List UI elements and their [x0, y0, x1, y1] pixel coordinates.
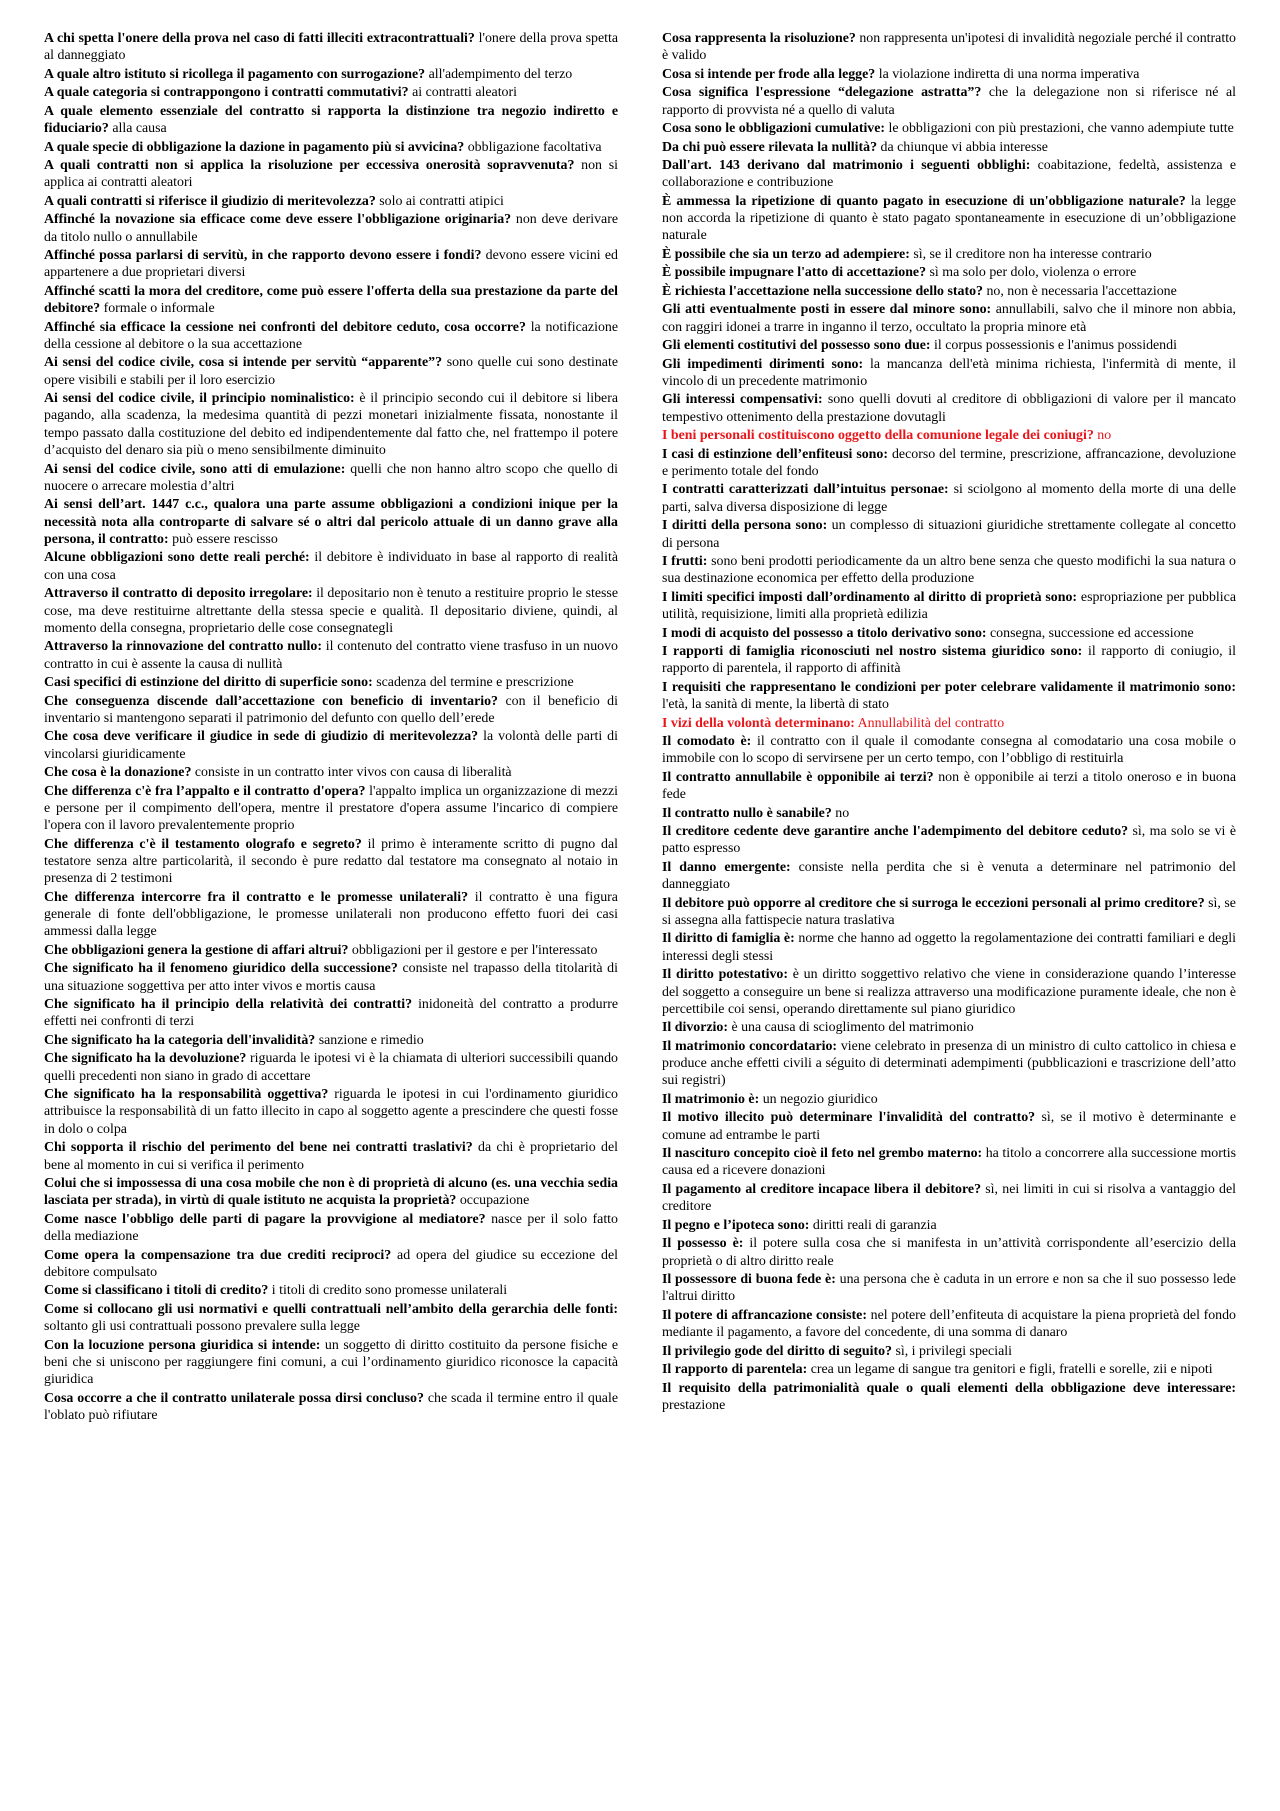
answer-text: il primo è interamente scritto di pugno dal testatore senza altre particolarità, il secondo è pure redatto dal testatore ma consegnato al notaio in presenza di 2 testimoni [44, 836, 618, 887]
question-text: I contratti caratterizzati dall’intuitus personae: [662, 482, 949, 498]
question-text: Il debitore può opporre al creditore che si surroga le eccezioni personali al primo creditore? [662, 895, 1205, 911]
qa-entry [662, 823, 1236, 858]
answer-text: il contratto è una figura generale di fonte dell'obbligazione, le promesse unilaterali non producono effetto fuori dei casi ammessi dalla legge [44, 889, 618, 940]
answer-text: decorso del termine, prescrizione, affrancazione, devoluzione e perimento totale del fondo [662, 446, 1236, 479]
question-text: A quale specie di obbligazione la dazione in pagamento più si avvicina? [44, 139, 465, 155]
qa-entry [662, 1019, 1236, 1036]
qa-entry [662, 1091, 1236, 1108]
question-text: Alcune obbligazioni sono dette reali perché: [44, 550, 310, 566]
question-text: Con la locuzione persona giuridica si intende: [44, 1337, 321, 1353]
qa-entry [44, 354, 618, 389]
qa-entry [662, 481, 1236, 516]
qa-entry [662, 1271, 1236, 1306]
answer-text: devono essere vicini ed appartenere a due proprietari diversi [44, 248, 618, 281]
qa-entry [44, 693, 618, 728]
qa-entry [44, 996, 618, 1031]
answer-text: sì, nei limiti in cui si risolva a vantaggio del creditore [662, 1181, 1236, 1215]
question-text: Che significato ha la responsabilità oggettiva? [44, 1087, 329, 1103]
qa-entry [44, 1175, 618, 1210]
qa-entry [44, 764, 618, 781]
qa-entry [44, 193, 618, 210]
answer-text: sì, se il creditore non ha interesse contrario [913, 246, 1152, 262]
answer-text: occupazione [459, 1193, 530, 1209]
question-text: Il nascituro concepito cioè il feto nel grembo materno: [662, 1146, 983, 1162]
qa-entry [662, 139, 1236, 156]
qa-entry [662, 517, 1236, 552]
answer-text: nasce per il solo fatto della mediazione [44, 1211, 618, 1245]
question-text: È possibile impugnare l'atto di accettazione? [662, 265, 927, 281]
answer-text: sono quelli dovuti al creditore di obbligazioni di valore per il mancato tempestivo ottenimento della prestazione dovutagli [662, 392, 1236, 425]
answer-text: non deve derivare da titolo nullo o annullabile [44, 212, 618, 245]
question-text: I diritti della persona sono: [662, 518, 828, 534]
qa-entry [44, 783, 618, 835]
qa-entry [44, 728, 618, 763]
qa-entry [662, 30, 1236, 65]
qa-entry [662, 1181, 1236, 1216]
qa-entry [662, 1109, 1236, 1144]
question-text: Che significato ha la devoluzione? [44, 1051, 247, 1067]
qa-entry [44, 211, 618, 246]
question-text: Il motivo illecito può determinare l'invalidità del contratto? [662, 1110, 1036, 1126]
question-text: Il requisito della patrimonialità quale o quali elementi della obbligazione deve interessare: [662, 1380, 1236, 1396]
question-text: A quale elemento essenziale del contratto si rapporta la distinzione tra negozio indiretto e fiduciario? [44, 103, 618, 137]
answer-text: alla causa [112, 121, 167, 137]
answer-text: il contenuto del contratto viene trasfuso in un nuovo contratto in cui è assente la causa di nullità [44, 639, 618, 672]
question-text: Affinché la novazione sia efficace come deve essere l'obbligazione originaria? [44, 212, 512, 228]
question-text: Il matrimonio concordatario: [662, 1038, 838, 1054]
qa-entry [662, 157, 1236, 192]
question-text: Ai sensi del codice civile, cosa si intende per servitù “apparente”? [44, 355, 443, 371]
answer-text: norme che hanno ad oggetto la regolamentazione dei contratti familiari e degli interessi degli stessi [662, 931, 1236, 964]
answer-text: sì, i privilegi speciali [895, 1343, 1012, 1359]
qa-entry [662, 1380, 1236, 1415]
question-text: Il diritto potestativo: [662, 967, 789, 983]
qa-entry [44, 84, 618, 101]
question-text: Cosa significa l'espressione “delegazione astratta”? [662, 85, 982, 101]
answer-text: nel potere dell’enfiteuta di acquistare la piena proprietà del fondo mediante il pagamento, a favore del concedente, di una somma di danaro [662, 1307, 1236, 1341]
qa-entry [662, 589, 1236, 624]
qa-entry [44, 1282, 618, 1299]
answer-text: un complesso di situazioni giuridiche strettamente collegate al concetto di persona [662, 518, 1236, 551]
question-text: Che conseguenza discende dall’accettazione con beneficio di inventario? [44, 693, 499, 709]
answer-text: scadenza del termine e prescrizione [376, 675, 574, 691]
question-text: È possibile che sia un terzo ad adempiere: [662, 246, 910, 262]
qa-entry [662, 733, 1236, 768]
qa-entry [662, 84, 1236, 119]
answer-text: da chi è proprietario del bene al momento in cui si verifica il perimento [44, 1140, 618, 1173]
qa-entry [662, 1038, 1236, 1090]
answer-text: il debitore è individuato in base al rapporto di realità con una cosa [44, 550, 618, 583]
qa-entry [44, 674, 618, 691]
qa-entry-highlighted [662, 427, 1236, 444]
qa-entry [662, 264, 1236, 281]
question-text: Il possesso è: [662, 1236, 744, 1252]
answer-text: che la delegazione non si riferisce né al rapporto di provvista né a quello di valuta [662, 85, 1236, 118]
qa-entry [44, 1139, 618, 1174]
answer-text: ad opera del giudice su eccezione del debitore compulsato [44, 1247, 618, 1280]
question-text: Cosa sono le obbligazioni cumulative: [662, 121, 886, 137]
qa-entry [44, 1050, 618, 1085]
question-text: Il potere di affrancazione consiste: [662, 1307, 867, 1323]
answer-text: viene celebrato in presenza di un ministro di culto cattolico in chiesa e produce anche effetti civili a séguito di determinati adempimenti (pubblicazioni e trascrizione dell’atto sui registri) [662, 1038, 1236, 1089]
qa-entry [662, 625, 1236, 642]
answer-text: può essere rescisso [172, 531, 278, 547]
question-text: I vizi della volontà determinano: [662, 715, 855, 731]
answer-text: l'età, la sanità di mente, la libertà di stato [662, 697, 889, 713]
qa-entry [44, 66, 618, 83]
question-text: Colui che si impossessa di una cosa mobile che non è di proprietà di alcuno (es. una vecchia sedia lasciata per strada), in virtù di quale istituto ne acquista la proprietà? [44, 1176, 618, 1209]
question-text: Il divorzio: [662, 1020, 728, 1036]
question-text: Che cosa deve verificare il giudice in sede di giudizio di meritevolezza? [44, 729, 479, 745]
question-text: Il pagamento al creditore incapace libera il debitore? [662, 1181, 982, 1197]
answer-text: non rappresenta un'ipotesi di invalidità negoziale perché il contratto è valido [662, 31, 1236, 64]
answer-text: sono quelle cui sono destinate opere visibili e stabili per il loro esercizio [44, 355, 618, 388]
qa-entry [44, 960, 618, 995]
qa-entry [44, 319, 618, 354]
qa-entry [44, 139, 618, 156]
qa-entry [44, 390, 618, 459]
answer-text: quelli che non hanno altro scopo che quello di nuocere o arrecare molestia d’altri [44, 461, 618, 494]
answer-text: è un diritto soggettivo relativo che viene in considerazione quando l’interesse del soggetto a conseguire un bene si realizza attraverso una modificazione puramente ideale, che non è percettibile coi sensi, operando direttamente sul piano giuridico [662, 967, 1236, 1017]
qa-entry [44, 549, 618, 584]
answer-text: Annullabilità del contratto [857, 715, 1005, 731]
question-text: Ai sensi dell’art. 1447 c.c., qualora una parte assume obbligazioni a condizioni inique per la necessità nota alla controparte di salvare sé o altri dal pericolo attuale di un danno grave alla persona, il contratto: [44, 497, 618, 547]
qa-entry [44, 1337, 618, 1389]
qa-entry [44, 638, 618, 673]
right-column [662, 30, 1236, 1415]
answer-text: il potere sulla cosa che si manifesta in un’attività corrispondente all’esercizio della proprietà o di altro diritto reale [662, 1236, 1237, 1269]
question-text: A quali contratti si riferisce il giudizio di meritevolezza? [44, 193, 376, 209]
question-text: Cosa si intende per frode alla legge? [662, 66, 876, 82]
qa-entry [662, 679, 1236, 714]
question-text: Casi specifici di estinzione del diritto di superficie sono: [44, 675, 373, 691]
answer-text: ha titolo a concorrere alla successione mortis causa ed a ricevere donazioni [662, 1146, 1236, 1179]
question-text: Da chi può essere rilevata la nullità? [662, 139, 878, 155]
question-text: Gli interessi compensativi: [662, 392, 823, 408]
question-text: Il rapporto di parentela: [662, 1362, 808, 1378]
qa-entry [662, 1361, 1236, 1378]
qa-entry [662, 246, 1236, 263]
question-text: Come opera la compensazione tra due crediti reciproci? [44, 1247, 392, 1263]
answer-text: un negozio giuridico [762, 1091, 878, 1107]
question-text: È richiesta l'accettazione nella successione dello stato? [662, 283, 983, 299]
question-text: Che significato ha la categoria dell'invalidità? [44, 1032, 316, 1048]
answer-text: è il principio secondo cui il debitore si libera pagando, alla scadenza, la medesima quantità di pezzi monetari inizialmente fissata, nonostante il tempo passato dalla costituzione del debito ed indipendentemente dal fatto che, nel frattempo il potere d’acquisto del denaro sia più o meno sensibilmente diminuito [44, 391, 618, 459]
question-text: Che differenza intercorre fra il contratto e le promesse unilaterali? [44, 889, 469, 905]
question-text: I beni personali costituiscono oggetto della comunione legale dei coniugi? [662, 428, 1094, 444]
question-text: Come si collocano gli usi normativi e quelli contrattuali nell’ambito della gerarchia delle fonti: [44, 1301, 618, 1317]
left-column [44, 30, 618, 1425]
question-text: Attraverso la rinnovazione del contratto nullo: [44, 639, 322, 655]
question-text: Affinché sia efficace la cessione nei confronti del debitore ceduto, cosa occorre? [44, 319, 526, 335]
answer-text: coabitazione, fedeltà, assistenza e collaborazione e contribuzione [662, 158, 1236, 191]
answer-text: consegna, successione ed accessione [990, 625, 1194, 641]
qa-entry [662, 966, 1236, 1018]
answer-text: la volontà delle parti di vincolarsi giuridicamente [44, 729, 618, 762]
qa-entry [44, 496, 618, 548]
answer-text: obbligazione facoltativa [467, 139, 602, 155]
answer-text: crea un legame di sangue tra genitori e figli, fratelli e sorelle, zii e nipoti [810, 1362, 1213, 1378]
answer-text: inidoneità del contratto a produrre effetti nei confronti di terzi [44, 997, 618, 1030]
qa-entry [662, 643, 1236, 678]
question-text: Cosa occorre a che il contratto unilaterale possa dirsi concluso? [44, 1390, 424, 1406]
answer-text: la mancanza dell'età minima richiesta, l'infermità di mente, il vincolo di un precedente matrimonio [662, 356, 1236, 389]
question-text: Affinché possa parlarsi di servitù, in che rapporto devono essere i fondi? [44, 248, 482, 264]
question-text: Il matrimonio è: [662, 1091, 760, 1107]
question-text: A quali contratti non si applica la risoluzione per eccessiva onerosità sopravvenuta? [44, 158, 575, 174]
answer-text: soltanto gli usi contrattuali possono prevalere sulla legge [44, 1319, 360, 1335]
question-text: A chi spetta l'onere della prova nel caso di fatti illeciti extracontrattuali? [44, 31, 475, 46]
answer-text: l'onere della prova spetta al danneggiato [44, 31, 618, 64]
answer-text: sì ma solo per dolo, violenza o errore [929, 265, 1137, 281]
answer-text: all'adempimento del terzo [428, 66, 573, 82]
answer-text: no, non è necessaria l'accettazione [986, 283, 1177, 299]
answer-text: espropriazione per pubblica utilità, requisizione, limiti alla proprietà edilizia [662, 589, 1236, 623]
question-text: Gli atti eventualmente posti in essere dal minore sono: [662, 302, 992, 318]
qa-entry [662, 895, 1236, 930]
answer-text: sì, ma solo se vi è patto espresso [662, 824, 1236, 857]
question-text: Gli elementi costitutivi del possesso sono due: [662, 338, 931, 354]
qa-entry [44, 30, 618, 65]
qa-entry [662, 1307, 1236, 1342]
question-text: Dall'art. 143 derivano dal matrimonio i seguenti obblighi: [662, 158, 1031, 174]
question-text: Che cosa è la donazione? [44, 765, 192, 781]
question-text: I casi di estinzione dell’enfiteusi sono: [662, 446, 888, 462]
answer-text: il depositario non è tenuto a restituire proprio le stesse cose, ma deve restituirne altrettante della stessa specie e qualità. Il depositario diviene, quindi, al momento della consegna, proprietario delle cose consegnategli [44, 586, 618, 636]
qa-entry [662, 1343, 1236, 1360]
question-text: Il privilegio gode del diritto di seguito? [662, 1343, 892, 1359]
qa-entry [662, 553, 1236, 588]
qa-entry [662, 301, 1236, 336]
answer-text: sì, se il motivo è determinante e comune ad entrambe le parti [662, 1110, 1236, 1143]
answer-text: non è opponibile ai terzi a titolo oneroso e in buona fede [662, 769, 1236, 803]
question-text: I rapporti di famiglia riconosciuti nel nostro sistema giuridico sono: [662, 644, 1083, 660]
qa-entry [662, 391, 1236, 426]
answer-text: la legge non accorda la ripetizione di quanto è stato pagato spontaneamente in esecuzione di un’obbligazione naturale [662, 193, 1236, 244]
answer-text: sì, se si assegna alla fattispecie natura traslativa [662, 895, 1236, 928]
answer-text: i titoli di credito sono promesse unilaterali [271, 1283, 508, 1299]
answer-text: consiste nella perdita che si è venuta a determinare nel patrimonio del danneggiato [662, 859, 1236, 893]
answer-text: il rapporto di coniugio, il rapporto di parentela, il rapporto di affinità [662, 644, 1236, 677]
question-text: Il pegno e l’ipoteca sono: [662, 1217, 810, 1233]
qa-entry [662, 930, 1236, 965]
answer-text: con il beneficio di inventario si mantengono separati il patrimonio del defunto con quello dell’erede [44, 693, 618, 726]
qa-entry [662, 337, 1236, 354]
answer-text: il contratto con il quale il comodante consegna al comodatario una cosa mobile o immobile con lo scopo di servirsene per un certo tempo, con l’obbligo di restituirla [662, 734, 1236, 767]
answer-text: no [1097, 428, 1112, 444]
question-text: I requisiti che rappresentano le condizioni per poter celebrare validamente il matrimonio sono: [662, 679, 1236, 695]
answer-text: si sciolgono al momento della morte di una delle parti, salva diversa disposizione di legge [662, 482, 1236, 515]
qa-entry [44, 836, 618, 888]
answer-text: diritti reali di garanzia [812, 1217, 937, 1233]
question-text: Chi sopporta il rischio del perimento del bene nei contratti traslativi? [44, 1140, 473, 1156]
question-text: Il danno emergente: [662, 859, 791, 875]
qa-entry [662, 120, 1236, 137]
answer-text: formale o informale [103, 301, 215, 317]
answer-text: il corpus possessionis e l'animus possidendi [934, 338, 1177, 354]
qa-entry [44, 1086, 618, 1138]
answer-text: solo ai contratti atipici [379, 193, 504, 209]
answer-text: la notificazione della cessione al debitore o la sua accettazione [44, 319, 618, 352]
answer-text: sono beni prodotti periodicamente da un altro bene senza che questo modifichi la sua natura o sua destinazione economica per effetto della produzione [662, 553, 1236, 587]
answer-text: ai contratti aleatori [412, 85, 517, 101]
qa-entry [662, 769, 1236, 804]
question-text: Come nasce l'obbligo delle parti di pagare la provvigione al mediatore? [44, 1211, 486, 1227]
qa-entry [662, 1217, 1236, 1234]
qa-entry [44, 103, 618, 138]
answer-text: un soggetto di diritto costituito da persone fisiche e beni che si uniscono per raggiungere fini comuni, a cui l’ordinamento giuridico riconosce la capacità giuridica [44, 1337, 618, 1388]
qa-entry [662, 446, 1236, 481]
question-text: Che differenza c'è il testamento olografo e segreto? [44, 836, 362, 852]
question-text: A quale altro istituto si ricollega il pagamento con surrogazione? [44, 66, 426, 82]
qa-entry [662, 356, 1236, 391]
qa-entry [662, 1235, 1236, 1270]
answer-text: annullabili, salvo che il minore non abbia, con raggiri idonei a trarre in inganno il terzo, occultato la propria minore età [662, 302, 1236, 335]
qa-entry [44, 585, 618, 637]
question-text: Ai sensi del codice civile, sono atti di emulazione: [44, 461, 346, 477]
question-text: Che significato ha il fenomeno giuridico della successione? [44, 961, 398, 977]
question-text: Gli impedimenti dirimenti sono: [662, 356, 864, 372]
question-text: Il comodato è: [662, 734, 752, 750]
qa-entry [662, 283, 1236, 300]
question-text: I modi di acquisto del possesso a titolo derivativo sono: [662, 625, 987, 641]
answer-text: consiste in un contratto inter vivos con causa di liberalità [194, 765, 512, 781]
answer-text: consiste nel trapasso della titolarità di una situazione soggettiva per atto inter vivos e mortis causa [44, 961, 618, 994]
qa-entry [662, 859, 1236, 894]
question-text: Il creditore cedente deve garantire anche l'adempimento del debitore ceduto? [662, 824, 1129, 840]
answer-text: riguarda le ipotesi in cui l'ordinamento giuridico attribuisce la responsabilità di un fatto illecito in capo al soggetto agente a prescindere che questi fosse in dolo o colpa [44, 1087, 618, 1137]
qa-entry [44, 1032, 618, 1049]
qa-entry [44, 1301, 618, 1336]
answer-text: le obbligazioni con più prestazioni, che vanno adempiute tutte [888, 121, 1234, 137]
question-text: Il contratto annullabile è opponibile ai terzi? [662, 769, 934, 785]
answer-text: da chiunque vi abbia interesse [880, 139, 1048, 155]
question-text: A quale categoria si contrappongono i contratti commutativi? [44, 85, 409, 101]
answer-text: l'appalto implica un organizzazione di mezzi e persone per il compimento dell'opera, mentre il prestatore d'opera assume l'incarico di compiere l'opera con il lavoro prevalentemente proprio [44, 783, 619, 834]
question-text: Che differenza c'è fra l’appalto e il contratto d'opera? [44, 783, 366, 799]
answer-text: no [835, 805, 850, 821]
qa-entry [44, 461, 618, 496]
answer-text: riguarda le ipotesi vi è la chiamata di ulteriori successibili quando quelli precedenti non siano in grado di accettare [44, 1051, 618, 1084]
question-text: Che significato ha il principio della relatività dei contratti? [44, 997, 413, 1013]
qa-entry [44, 1390, 618, 1425]
question-text: Ai sensi del codice civile, il principio nominalistico: [44, 391, 355, 407]
question-text: I limiti specifici imposti dall’ordinamento al diritto di proprietà sono: [662, 589, 1078, 605]
qa-entry [662, 66, 1236, 83]
qa-entry [662, 193, 1236, 245]
question-text: Cosa rappresenta la risoluzione? [662, 31, 856, 46]
qa-entry [662, 805, 1236, 822]
qa-entry [44, 1247, 618, 1282]
answer-text: non si applica ai contratti aleatori [44, 158, 618, 191]
answer-text: la violazione indiretta di una norma imperativa [878, 66, 1140, 82]
qa-entry [44, 247, 618, 282]
answer-text: una persona che è caduta in un errore e non sa che il suo possesso lede l'altrui diritto [662, 1271, 1236, 1305]
answer-text: è una causa di scioglimento del matrimonio [731, 1020, 974, 1036]
qa-entry [44, 1211, 618, 1246]
question-text: È ammessa la ripetizione di quanto pagato in esecuzione di un'obbligazione naturale? [662, 193, 1186, 209]
question-text: Il contratto nullo è sanabile? [662, 805, 832, 821]
question-text: Che obbligazioni genera la gestione di affari altrui? [44, 942, 349, 958]
qa-entry [44, 889, 618, 941]
question-text: Come si classificano i titoli di credito? [44, 1283, 269, 1299]
qa-entry [662, 1145, 1236, 1180]
answer-text: sanzione e rimedio [318, 1032, 424, 1048]
qa-entry-highlighted [662, 715, 1236, 732]
qa-entry [44, 942, 618, 959]
qa-entry [44, 157, 618, 192]
question-text: Affinché scatti la mora del creditore, come può essere l'offerta della sua prestazione da parte del debitore? [44, 283, 618, 317]
question-text: I frutti: [662, 553, 708, 569]
answer-text: obbligazioni per il gestore e per l'interessato [351, 942, 598, 958]
answer-text: che scada il termine entro il quale l'oblato può rifiutare [44, 1390, 618, 1423]
question-text: Attraverso il contratto di deposito irregolare: [44, 586, 313, 602]
question-text: Il possessore di buona fede è: [662, 1271, 836, 1287]
answer-text: prestazione [662, 1397, 726, 1413]
qa-entry [44, 283, 618, 318]
question-text: Il diritto di famiglia è: [662, 931, 795, 947]
